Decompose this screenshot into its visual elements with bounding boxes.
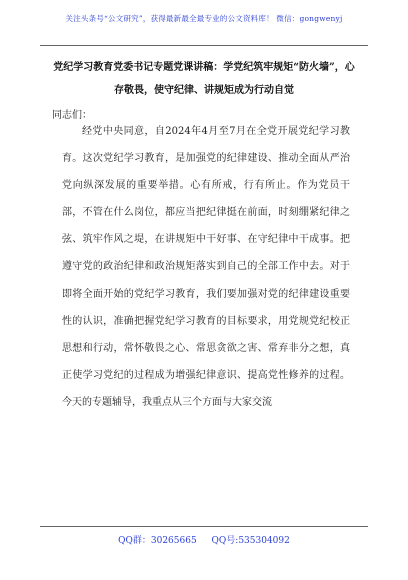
header-banner: 关注头条号“公文研究”，获得最新最全最专业的公文资料库！ 微信：gongwenyj	[65, 14, 343, 23]
document-title: 党纪学习教育党委书记专题党课讲稿：学党纪筑牢规矩“防火墙”，心存敬畏，使守纪律、讲规矩成为行动自觉	[53, 62, 355, 96]
salutation: 同志们：	[52, 110, 92, 121]
header-divider	[40, 45, 368, 46]
footer-divider	[40, 526, 368, 527]
footer-contacts: QQ群：30265665 QQ号:535304092	[118, 536, 290, 546]
body-paragraph: 经党中央同意，自2024年4月至7月在全党开展党纪学习教育。这次党纪学习教育，是加强党的纪律建设、推动全面从严治党向纵深发展的重要举措。心有所戒，行有所止。作为党员干部，不管在什么岗位，都应当把纪律挺在前面，时刻绷紧纪律之弦、筑牢作风之堤，在讲规矩中干好事、在守纪律中干成事。把遵守党的政治纪律和政治规矩落实到自己的全部工作中去。对于即将全面开始的党纪学习教育，我们要加强对党的纪律建设重要性的认识，准确把握党纪学习教育的目标要求，用党规党纪校正思想和行动，常怀敬畏之心、常思贪欲之害、常弃非分之想，真正使学习党纪的过程成为增强纪律意识、提高党性修养的过程。今天的专题辅导，我重点从三个方面与大家交流	[62, 126, 350, 408]
